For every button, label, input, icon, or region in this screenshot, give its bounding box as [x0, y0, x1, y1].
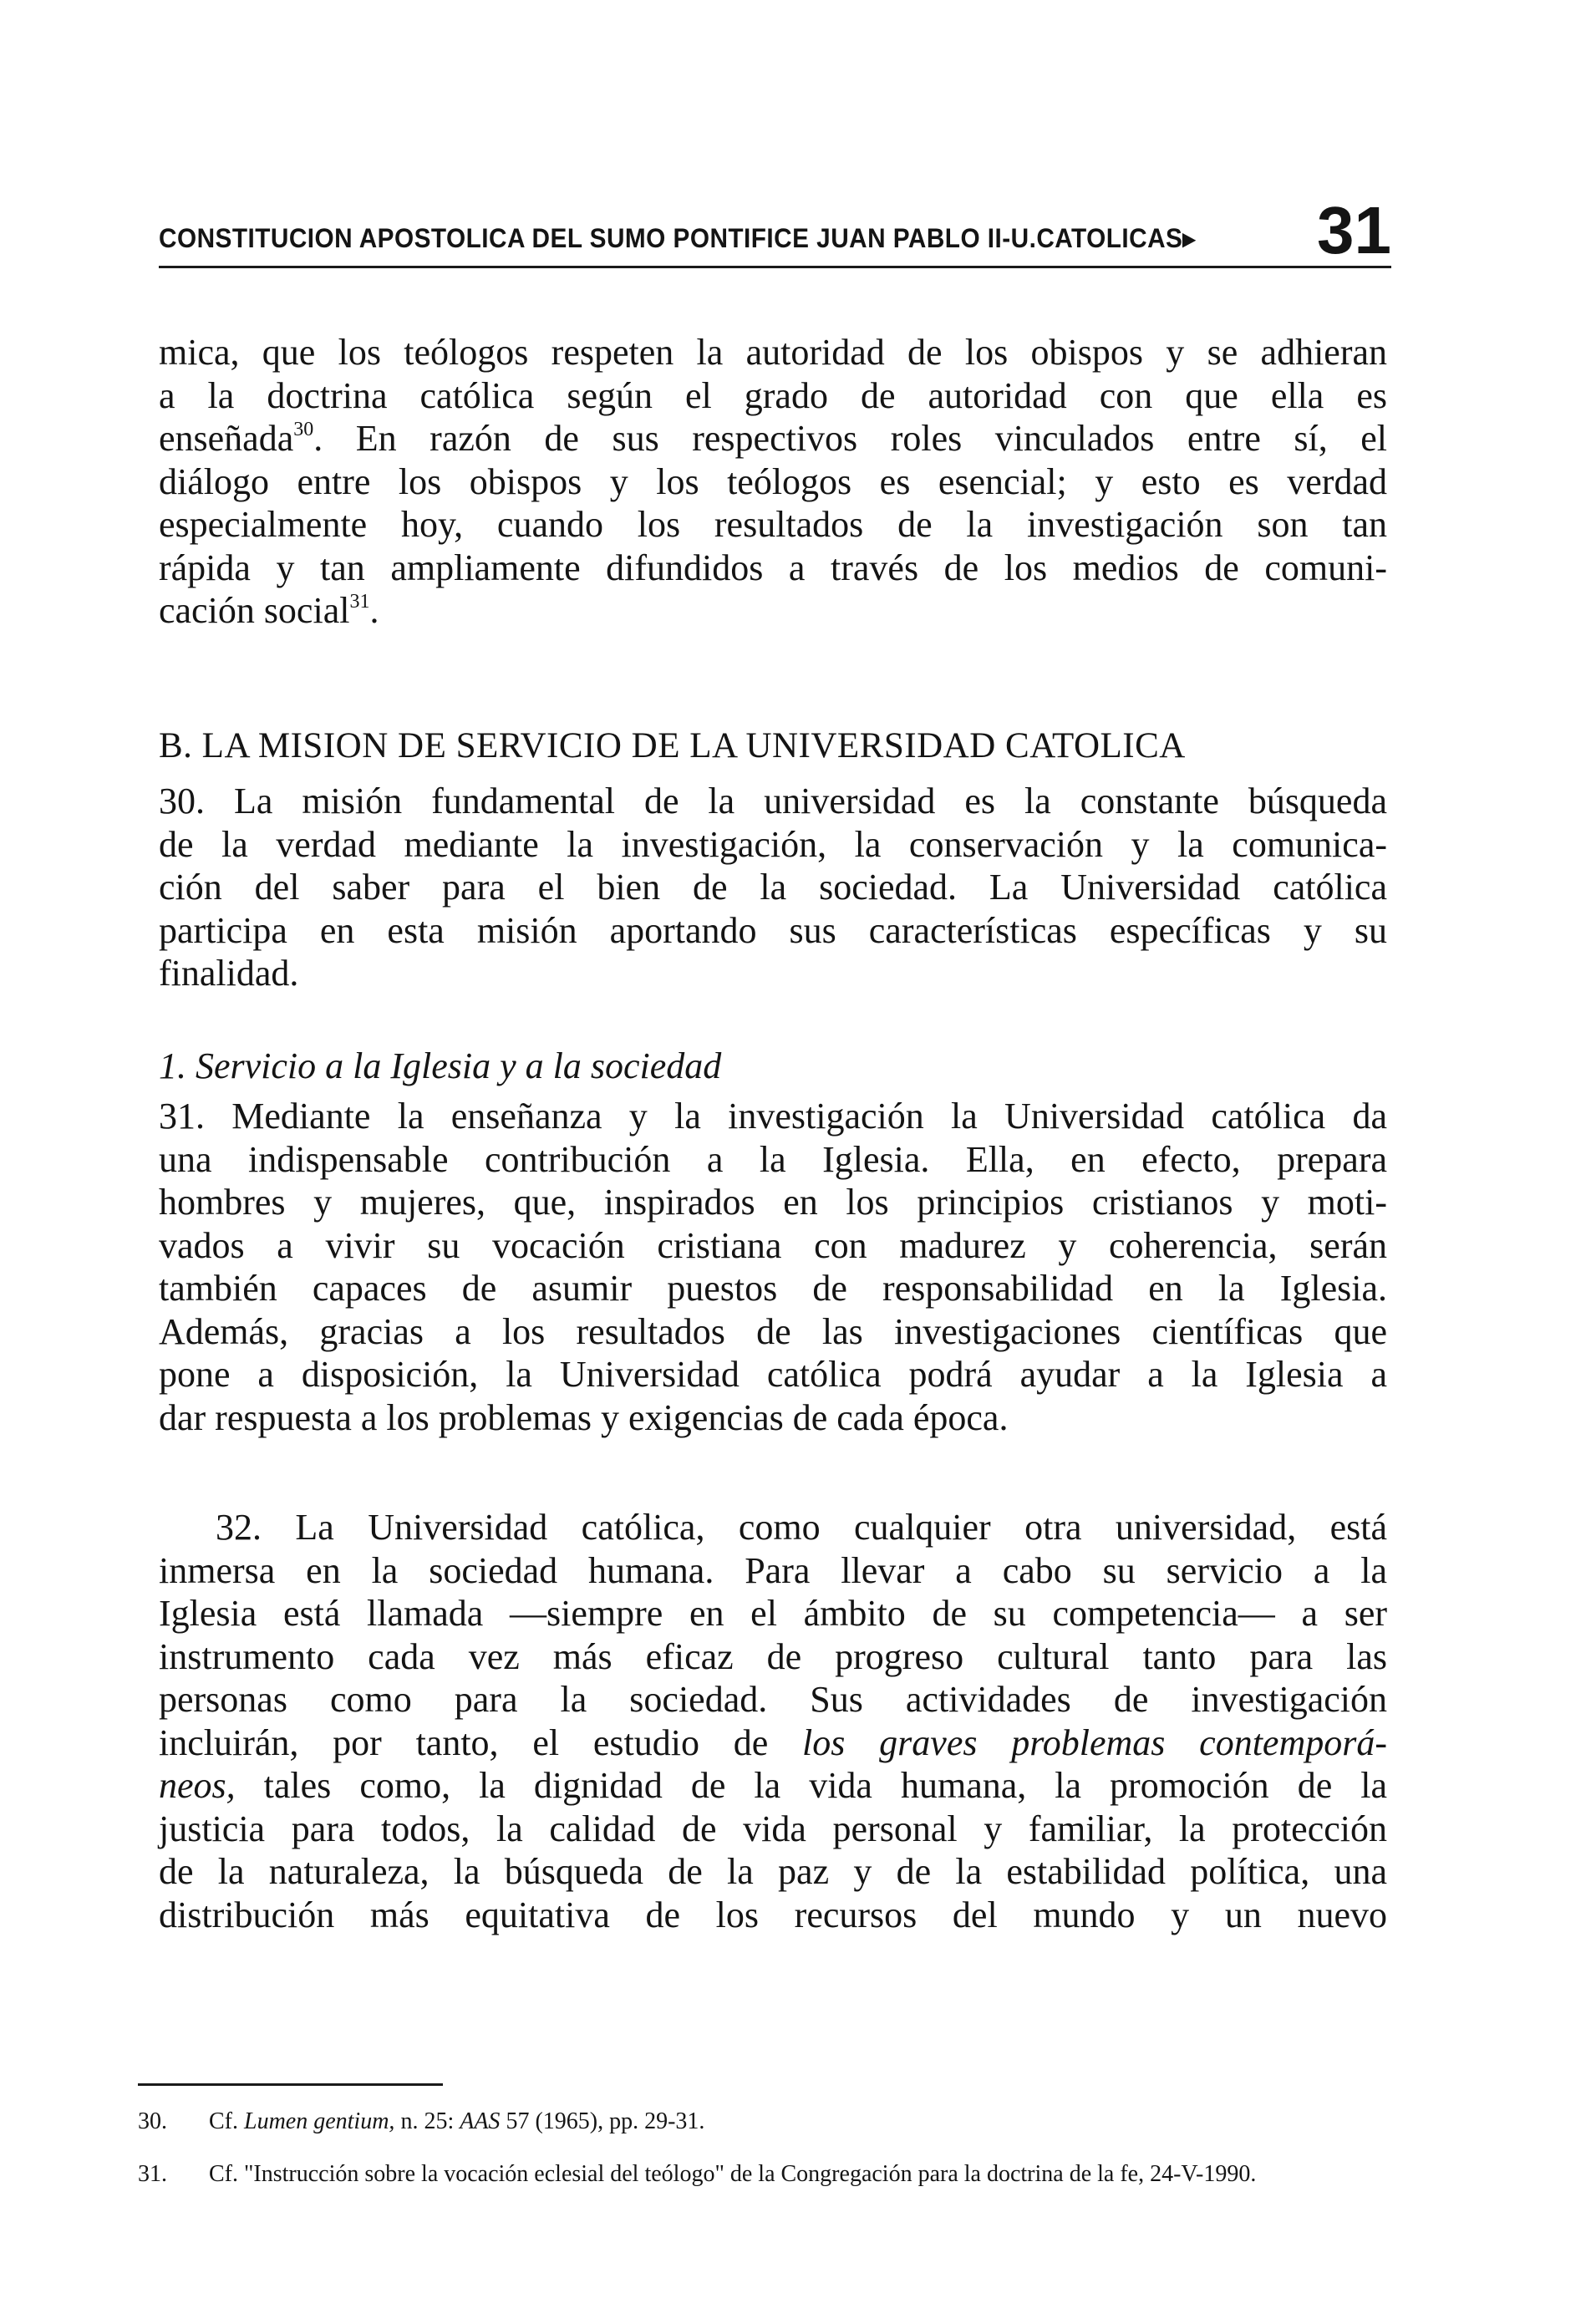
- footnote-ref-30: 30: [293, 419, 314, 440]
- footnote-ref-31: 31: [349, 591, 370, 613]
- footnote-30: [138, 2106, 1387, 2138]
- text-line: de la verdad mediante la investigación, la conservación y la comunica-: [159, 823, 1387, 865]
- text-line: vados a vivir su vocación cristiana con madurez y coherencia, serán: [159, 1224, 1387, 1266]
- text-line: participa en esta misión aportando sus características específicas y su: [159, 909, 1387, 951]
- text-line: especialmente hoy, cuando los resultados de la investigación son tan: [159, 504, 1387, 545]
- paragraph-31: [159, 1095, 1387, 1439]
- text-line: de la naturaleza, la búsqueda de la paz y de la estabilidad política, una: [159, 1851, 1387, 1892]
- footnote-text: Cf. Lumen gentium, n. 25: AAS 57 (1965), pp. 29-31.: [209, 2108, 705, 2134]
- footnote-text: Cf. "Instrucción sobre la vocación eclesial del teólogo" de la Congregación para la doctrina de la fe, 24-V-1990.: [209, 2161, 1257, 2187]
- text-line: cación social$^{31}$.: [159, 590, 379, 631]
- text-line: a la doctrina católica según el grado de autoridad con que ella es: [159, 374, 1387, 416]
- text-line: mica, que los teólogos respeten la autoridad de los obispos y se adhieran: [159, 332, 1387, 373]
- footnote-31: [138, 2159, 1387, 2190]
- text-line: hombres y mujeres, que, inspirados en los principios cristianos y moti-: [159, 1182, 1387, 1223]
- text-line: dar respuesta a los problemas y exigencias de cada época.: [159, 1396, 1009, 1438]
- text-line: inmersa en la sociedad humana. Para llevar a cabo su servicio a la: [159, 1549, 1387, 1591]
- paragraph-32: [159, 1506, 1387, 1936]
- emphasis-text: los graves problemas contemporá-: [802, 1721, 1387, 1763]
- text-line: 30. La misión fundamental de la universidad es la constante búsqueda: [159, 781, 1387, 821]
- text-line: personas como para la sociedad. Sus actividades de investigación: [159, 1679, 1387, 1720]
- text-line: ción del saber para el bien de la sociedad. La Universidad católica: [159, 867, 1387, 908]
- section-heading-b: B. LA MISION DE SERVICIO DE LA UNIVERSIDAD CATOLICA: [159, 726, 1186, 765]
- text-line: incluirán, por tanto, el estudio de los graves problemas contemporá-: [159, 1721, 1387, 1763]
- running-head-title: CONSTITUCION APOSTOLICA DEL SUMO PONTIFICE JUAN PABLO II-U.CATOLICAS▸: [159, 223, 1196, 253]
- text-line: 31. Mediante la enseñanza y la investigación la Universidad católica da: [159, 1096, 1387, 1137]
- text-line: finalidad.: [159, 953, 299, 994]
- text-line: Iglesia está llamada —siempre en el ámbito de su competencia— a ser: [159, 1593, 1387, 1634]
- text-line: rápida y tan ampliamente difundidos a través de los medios de comuni-: [159, 547, 1387, 588]
- page-number: 31: [1317, 193, 1391, 267]
- text-line: Además, gracias a los resultados de las investigaciones científicas que: [159, 1310, 1387, 1352]
- text-line: también capaces de asumir puestos de responsabilidad en la Iglesia.: [159, 1268, 1387, 1309]
- text-line: distribución más equitativa de los recursos del mundo y un nuevo: [159, 1894, 1387, 1935]
- text-line: instrumento cada vez más eficaz de progreso cultural tanto para las: [159, 1635, 1387, 1677]
- text-line: 32. La Universidad católica, como cualquier otra universidad, está: [216, 1507, 1387, 1548]
- paragraph-30: [159, 780, 1387, 995]
- footnote-divider: [138, 2083, 443, 2086]
- footnote-number: 30.: [138, 2108, 167, 2134]
- footnote-number: 31.: [138, 2161, 167, 2187]
- text-line: pone a disposición, la Universidad católica podrá ayudar a la Iglesia a: [159, 1354, 1387, 1395]
- subsection-heading-1: 1. Servicio a la Iglesia y a la sociedad: [159, 1045, 722, 1086]
- text-line: enseñada$^{30}$. En razón de sus respectivos roles vinculados entre sí, el: [159, 418, 1387, 459]
- text-line: neos, tales como, la dignidad de la vida humana, la promoción de la: [159, 1765, 1387, 1806]
- text-line: justicia para todos, la calidad de vida personal y familiar, la protección: [159, 1808, 1387, 1849]
- running-header: [159, 191, 1391, 268]
- emphasis-text: neos,: [159, 1765, 236, 1806]
- paragraph-continued: [159, 331, 1387, 633]
- text-line: diálogo entre los obispos y los teólogos es esencial; y esto es verdad: [159, 460, 1387, 502]
- text-line: una indispensable contribución a la Iglesia. Ella, en efecto, prepara: [159, 1138, 1387, 1180]
